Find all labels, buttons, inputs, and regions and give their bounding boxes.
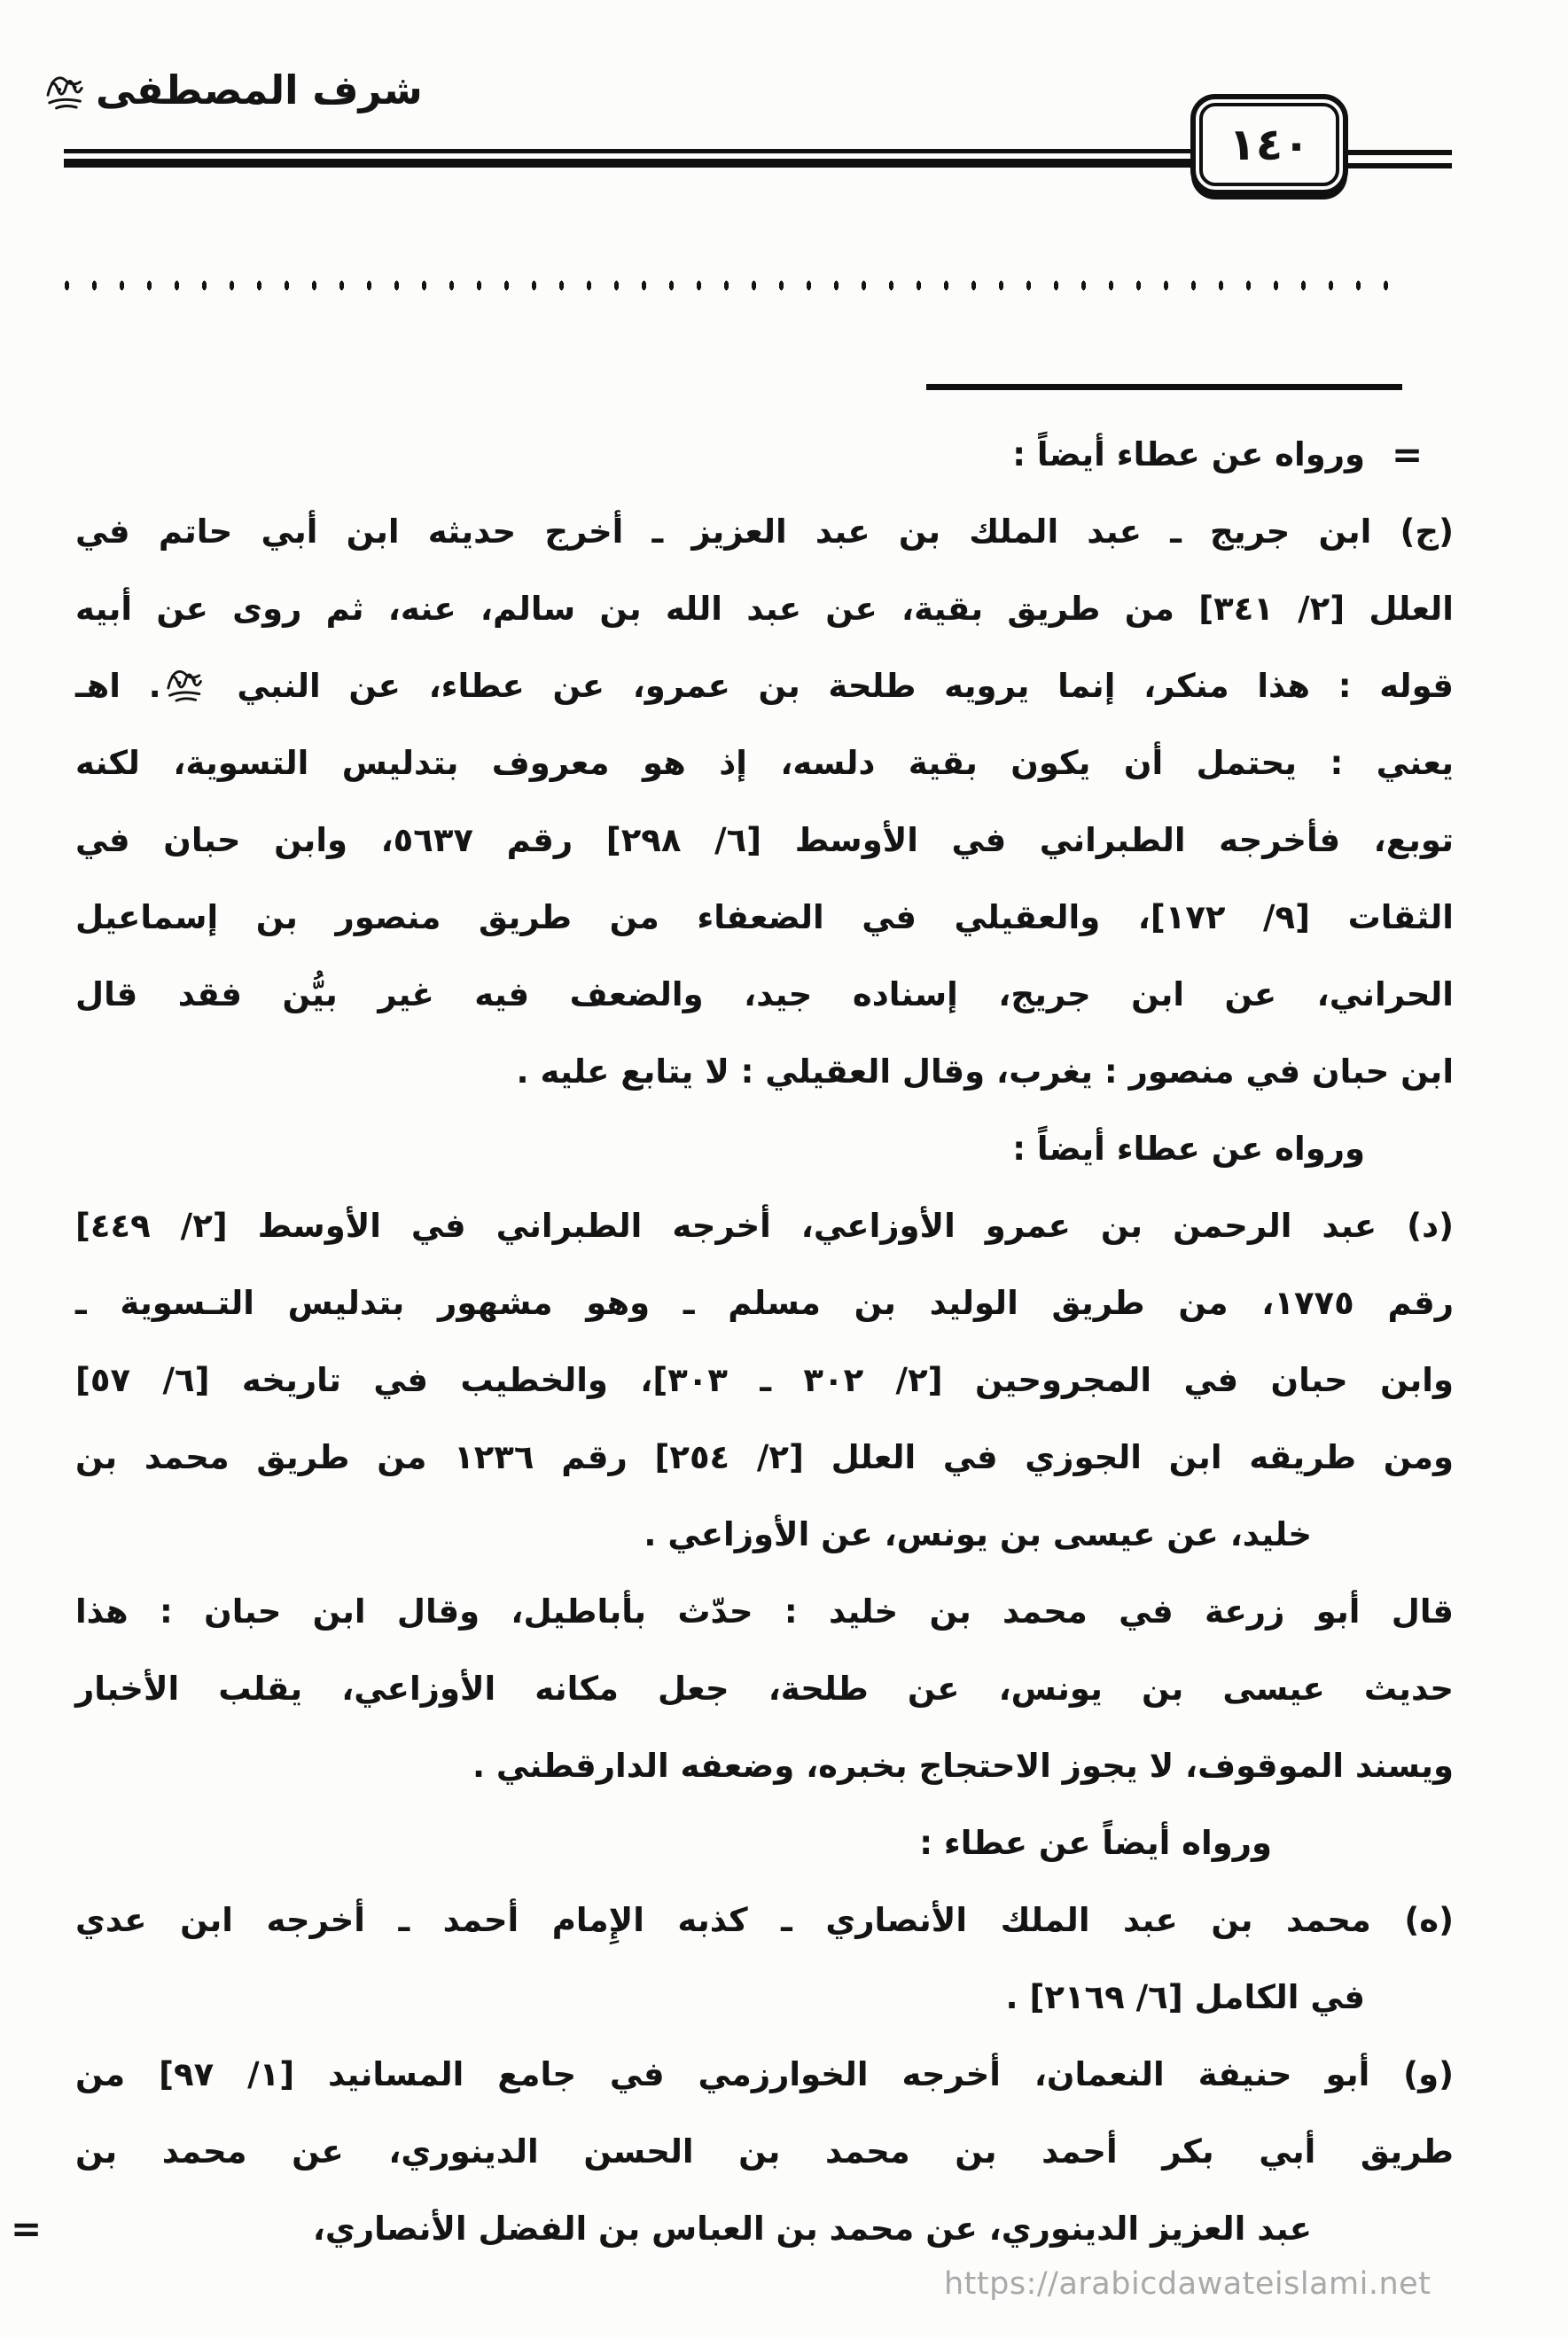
body-line: حديث عيسى بن يونس، عن طلحة، جعل مكانه الأوزاعي، يقلب الأخبار <box>75 1670 1454 1708</box>
body-line: يعني : يحتمل أن يكون بقية دلسه، إذ هو معروف بتدليس التسوية، لكنه <box>75 744 1454 782</box>
book-title <box>43 64 423 115</box>
body-text <box>75 416 1454 2267</box>
body-line: ورواه عن عطاء أيضاً : <box>1012 1130 1365 1168</box>
footnote-separator-line <box>926 384 1402 390</box>
sallallahu-seal-icon <box>163 660 207 708</box>
body-line: ومن طريقه ابن الجوزي في العلل [٢/ ٢٥٤] رقم ١٢٣٦ من طريق محمد بن <box>75 1438 1454 1476</box>
watermark-url: https://arabicdawateislami.net <box>944 2266 1431 2302</box>
body-line: طريق أبي بكر أحمد بن محمد بن الحسن الدينوري، عن محمد بن <box>75 2132 1454 2171</box>
body-line-text: . اهـ <box>75 667 161 705</box>
book-title-text: شرف المصطفى <box>96 66 423 113</box>
body-line: (ج) ابن جريج ـ عبد الملك بن عبد العزيز ـ أخرج حديثه ابن أبي حاتم في <box>75 512 1454 551</box>
page-number-badge <box>1190 94 1348 195</box>
continuation-mark-bottom: = <box>11 2207 43 2250</box>
body-line: (ه) محمد بن عبد الملك الأنصاري ـ كذبه الإِمام أحمد ـ أخرجه ابن عدي <box>75 1901 1454 1939</box>
body-line: ابن حبان في منصور : يغرب، وقال العقيلي : لا يتابع عليه . <box>516 1052 1454 1091</box>
body-line: الحراني، عن ابن جريج، إسناده جيد، والضعف فيه غير بيُّن فقد قال <box>75 975 1454 1013</box>
sallallahu-seal-slot <box>43 64 89 115</box>
body-line: ويسند الموقوف، لا يجوز الاحتجاج بخبره، وضعفه الدارقطني . <box>472 1747 1454 1785</box>
body-line: خليد، عن عيسى بن يونس، عن الأوزاعي . <box>644 1515 1312 1553</box>
continuation-mark-top: = <box>1392 433 1424 476</box>
body-line: في الكامل [٦/ ٢١٦٩] . <box>1005 1978 1365 2016</box>
body-line: قال أبو زرعة في محمد بن خليد : حدّث بأباطيل، وقال ابن حبان : هذا <box>75 1592 1454 1631</box>
body-line: ورواه عن عطاء أيضاً : <box>1012 435 1365 473</box>
body-line <box>75 647 1454 724</box>
header-rule-right-bottom <box>1347 163 1452 168</box>
body-line: وابن حبان في المجروحين [٢/ ٣٠٢ ـ ٣٠٣]، والخطيب في تاريخه [٦/ ٥٧] <box>75 1361 1454 1399</box>
page-number: ١٤٠ <box>1199 103 1339 186</box>
body-line: الثقات [٩/ ١٧٢]، والعقيلي في الضعفاء من طريق منصور بن إسماعيل <box>75 898 1454 936</box>
header-rule-thick <box>64 159 1192 168</box>
header-rule-right-top <box>1347 150 1452 155</box>
dotted-separator-line <box>53 278 1408 293</box>
body-line: توبع، فأخرجه الطبراني في الأوسط [٦/ ٢٩٨] رقم ٥٦٣٧، وابن حبان في <box>75 821 1454 859</box>
body-line: (و) أبو حنيفة النعمان، أخرجه الخوارزمي في جامع المسانيد [١/ ٩٧] من <box>75 2055 1454 2093</box>
body-line-text: قوله : هذا منكر، إنما يرويه طلحة بن عمرو، عن عطاء، عن النبي <box>208 667 1454 705</box>
body-line: عبد العزيز الدينوري، عن محمد بن العباس بن الفضل الأنصاري، <box>312 2210 1312 2248</box>
body-line: ورواه أيضاً عن عطاء : <box>919 1824 1272 1862</box>
body-line: (د) عبد الرحمن بن عمرو الأوزاعي، أخرجه الطبراني في الأوسط [٢/ ٤٤٩] <box>75 1207 1454 1245</box>
body-line: رقم ١٧٧٥، من طريق الوليد بن مسلم ـ وهو مشهور بتدليس التـسوية ـ <box>75 1284 1454 1322</box>
sallallahu-seal-icon <box>43 66 89 115</box>
body-line: العلل [٢/ ٣٤١] من طريق بقية، عن عبد الله بن سالم، عنه، ثم روى عن أبيه <box>75 590 1454 628</box>
header-rule-thin <box>64 149 1192 153</box>
